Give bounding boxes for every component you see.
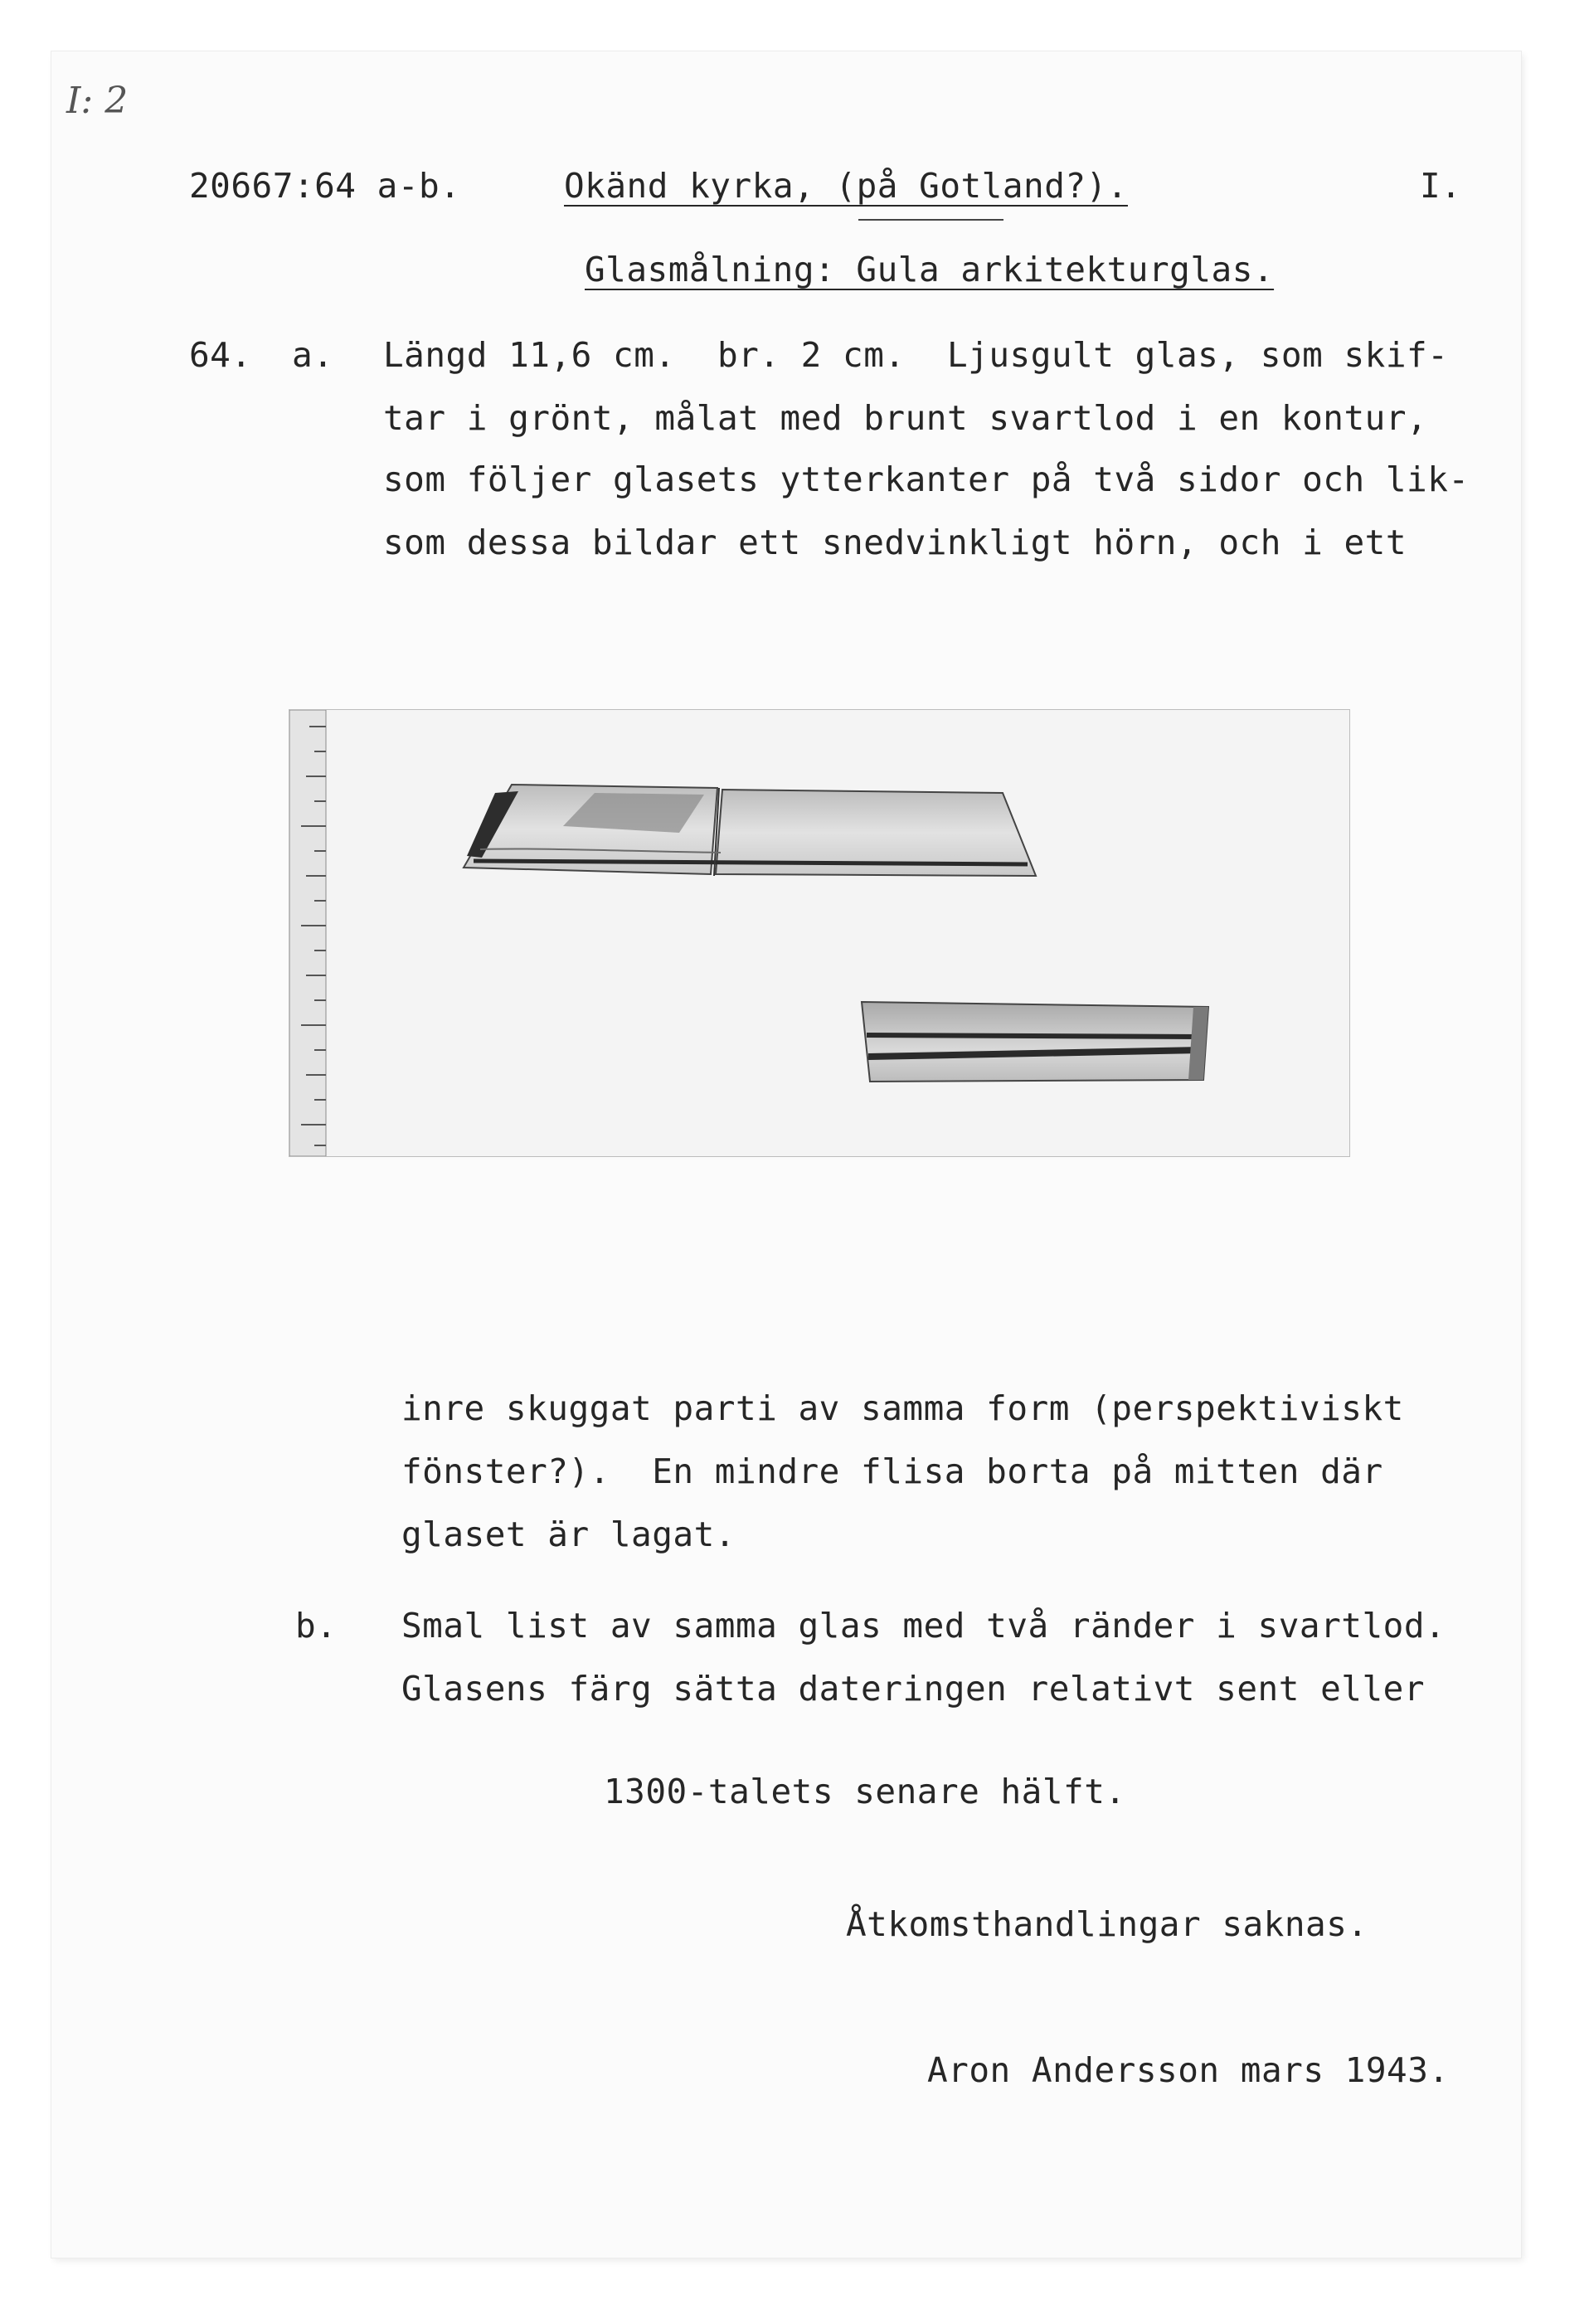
entry-a-letter: a. [292,335,334,375]
entry-a-line-1: Längd 11,6 cm. br. 2 cm. Ljusgult glas, som skif- [383,335,1449,375]
entry-number: 64. [189,335,252,375]
entry-a-line-5: inre skuggat parti av samma form (perspektiviskt [401,1388,1404,1428]
entry-a-line-7: glaset är lagat. [401,1514,736,1554]
entry-a-line-4: som dessa bildar ett snedvinkligt hörn, och i ett [383,523,1407,562]
glass-fragment-photo [289,709,1350,1157]
dating-line: 1300-talets senare hälft. [604,1772,1126,1811]
entry-b-line-1: Smal list av samma glas med två ränder i svartlod. [401,1606,1446,1646]
acquisition-note: Åtkomsthandlingar saknas. [846,1904,1368,1944]
header-divider [858,219,1003,221]
signature-line: Aron Andersson mars 1943. [927,2050,1450,2090]
section-number: I. [1420,166,1462,206]
entry-b-line-2: Glasens färg sätta dateringen relativt sent eller [401,1669,1426,1709]
entry-a-line-2: tar i grönt, målat med brunt svartlod i en kontur, [383,398,1428,438]
glass-fragment-illustration [289,710,1349,1156]
entry-a-line-3: som följer glasets ytterkanter på två sidor och lik- [383,459,1470,499]
subject-title: Glasmålning: Gula arkitekturglas. [585,250,1275,289]
catalog-number: 20667:64 a-b. [189,166,461,206]
glass-fragment-a [464,785,1036,876]
entry-a-line-6: fönster?). En mindre flisa borta på mitten där [401,1451,1383,1491]
glass-fragment-b [862,1002,1208,1082]
entry-b-letter: b. [295,1606,338,1646]
handwritten-mark: I: 2 [66,80,129,122]
church-name: Okänd kyrka, (på Gotland?). [564,166,1128,206]
